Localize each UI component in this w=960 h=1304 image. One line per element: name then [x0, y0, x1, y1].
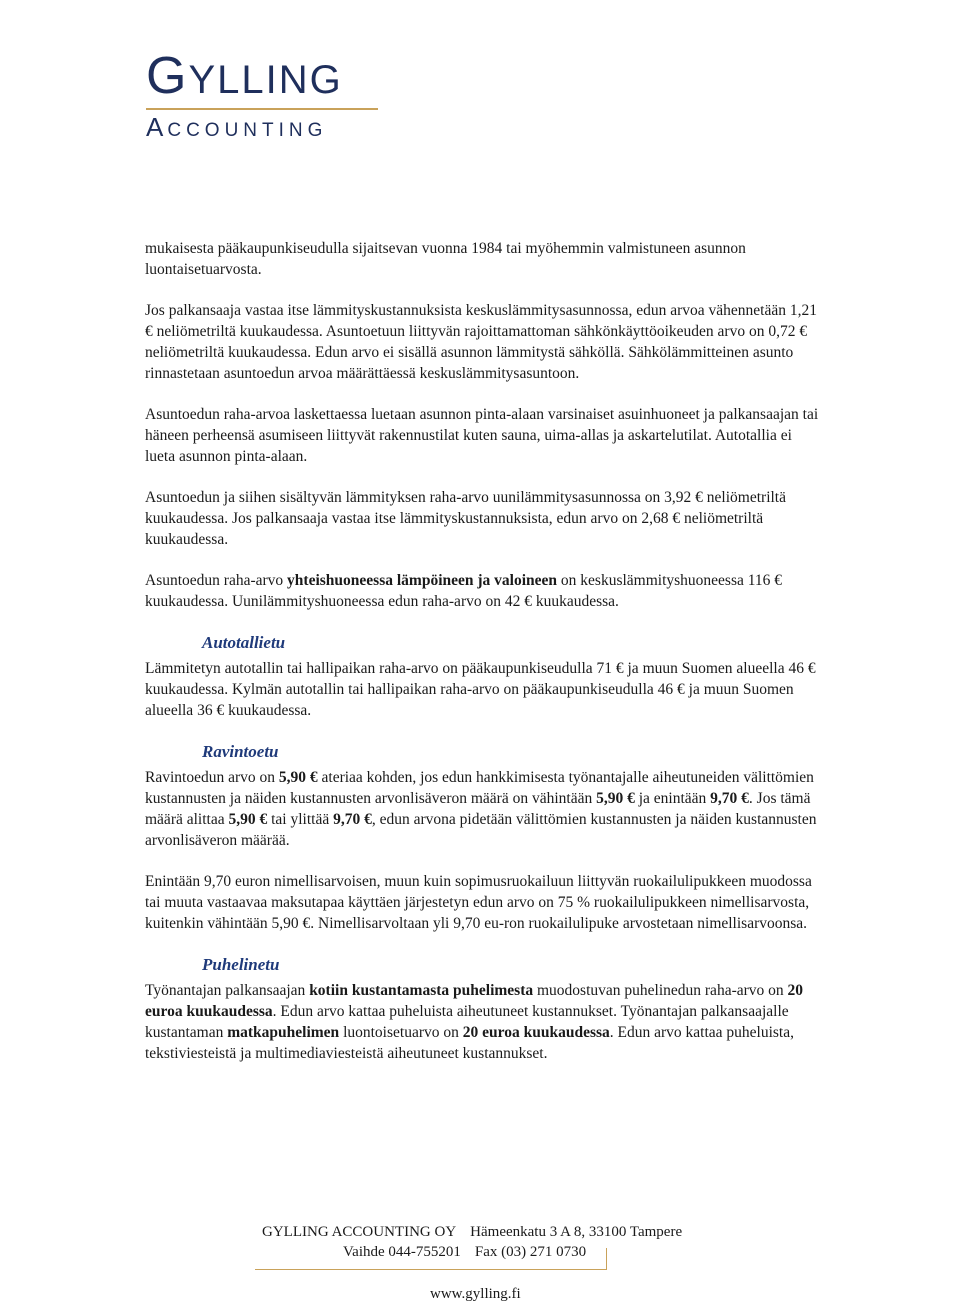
footer-website-link[interactable]: www.gylling.fi [430, 1286, 521, 1302]
paragraph: mukaisesta pääkaupunkiseudulla sijaitsevan vuonna 1984 tai myöhemmin valmistuneen asunnon luontaisetuarvosta. [145, 240, 746, 278]
logo-divider [146, 108, 378, 110]
paragraph: Lämmitetyn autotallin tai hallipaikan raha-arvo on pääkaupunkiseudulla 71 € ja muun Suomen alueella 46 € kuukaudessa. Kylmän autotallin tai hallipaikan raha-arvo on pääkaupunkiseudulla 46 € ja muun Suomen alueella 36 € kuukaudessa. [145, 660, 816, 719]
footer-company: GYLLING ACCOUNTING OY [262, 1224, 457, 1240]
section-heading-autotallietu: Autotallietu [202, 633, 286, 652]
footer-address: Hämeenkatu 3 A 8, 33100 Tampere [470, 1224, 683, 1240]
logo-subtitle: ACCOUNTING [146, 112, 328, 142]
section-heading-ravintoetu: Ravintoetu [202, 742, 279, 761]
footer-line-contact [343, 1242, 586, 1262]
section-heading-puhelinetu: Puhelinetu [202, 955, 280, 974]
footer-fax: Fax (03) 271 0730 [474, 1244, 587, 1260]
paragraph: Enintään 9,70 euron nimellisarvoisen, muun kuin sopimusruokailuun liittyvän ruokailulipukkeen muodossa tai muuta vastaavaa maksutapaa käyttäen järjestetyn edun arvo on 75 % ruokailulipukkeen nimellisarvosta, kuitenkin vähintään 5,90 €. Nimellisarvoltaan yli 9,70 eu-ron ruokailulipuke arvostetaan nimellisarvoonsa. [145, 873, 812, 932]
document-body [145, 238, 825, 1084]
paragraph: Työnantajan palkansaajan kotiin kustantamasta puhelimesta muodostuvan puhelinedun raha-arvo on 20 euroa kuukaudessa. Edun arvo kattaa puheluista aiheutuneet kustannukset. Työnantajan palkansaajalle kustantaman matkapuhelimen luontoisetuarvo on 20 euroa kuukaudessa. Edun arvo kattaa puheluista, tekstiviesteistä ja multimediaviesteistä aiheutuneet kustannukset. [145, 982, 804, 1062]
logo-wordmark: GYLLING [146, 47, 343, 105]
footer-phone: Vaihde 044-755201 [343, 1244, 461, 1260]
company-logo [146, 48, 343, 146]
paragraph: Asuntoedun ja siihen sisältyvän lämmityksen raha-arvo uunilämmitysasunnossa on 3,92 € neliömetriltä kuukaudessa. Jos palkansaaja vastaa itse lämmityskustannuksista, edun arvo on 2,68 € neliömetriltä kuukaudessa. [145, 489, 786, 548]
paragraph: Asuntoedun raha-arvo yhteishuoneessa lämpöineen ja valoineen on keskuslämmityshuoneessa 116 € kuukaudessa. Uunilämmityshuoneessa edun raha-arvo on 42 € kuukaudessa. [145, 572, 783, 610]
footer-line-company [262, 1222, 682, 1242]
paragraph: Asuntoedun raha-arvoa laskettaessa luetaan asunnon pinta-alaan varsinaiset asuinhuoneet ja palkansaajan tai häneen perheensä asumiseen liittyvät rakennustilat kuten sauna, uima-allas ja askartelutilat. Autotallia ei lueta asunnon pinta-alaan. [145, 406, 819, 465]
paragraph: Jos palkansaaja vastaa itse lämmityskustannuksista keskuslämmitysasunnossa, edun arvoa vähennetään 1,21 € neliömetriltä kuukaudessa. Asuntoetuun liittyvän rajoittamattoman sähkönkäyttöoikeuden arvo on 0,72 € neliömetriltä kuukaudessa. Edun arvo ei sisällä asunnon lämmitystä sähköllä. Sähkölämmitteinen asunto rinnastetaan asuntoedun arvoa määrättäessä keskuslämmitysasuntoon. [145, 302, 817, 382]
paragraph: Ravintoedun arvo on 5,90 € ateriaa kohden, jos edun hankkimisesta työnantajalle aiheutuneiden välittömien kustannusten ja näiden kustannusten arvonlisäveron määrä on vähintään 5,90 € ja enintään 9,70 €. Jos tämä määrä alittaa 5,90 € tai ylittää 9,70 €, edun arvona pidetään välittömien kustannusten ja näiden kustannusten arvonlisäveron määrää. [145, 769, 817, 849]
